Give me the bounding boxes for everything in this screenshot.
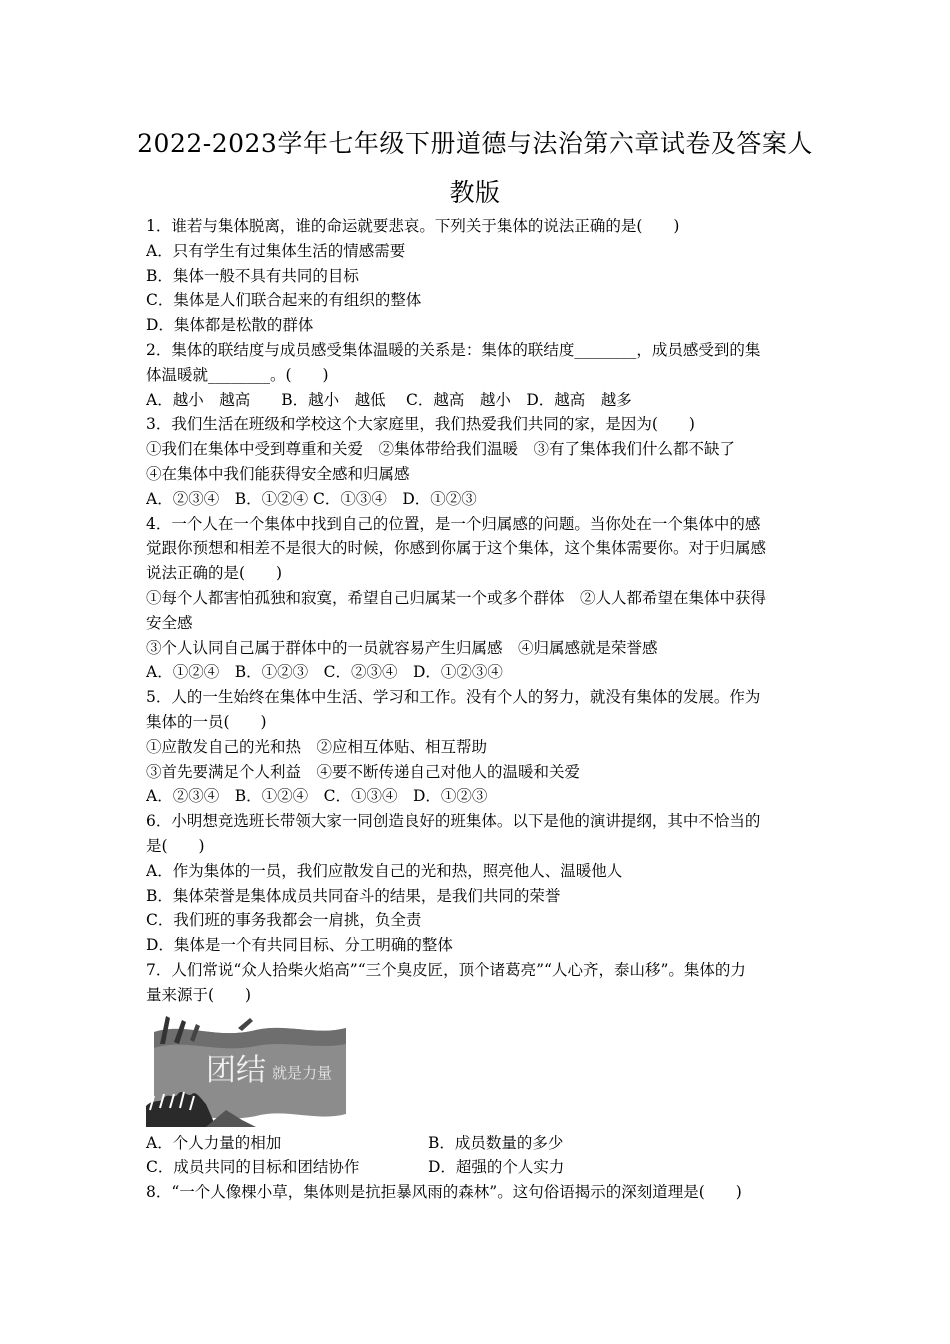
options-row: A．越小 越高 B．越小 越低 C．越高 越小 D．越高 越多 (146, 390, 632, 409)
question-stem: 2．集体的联结度与成员感受集体温暖的关系是：集体的联结度________，成员感受到的集 (146, 340, 761, 359)
question-stem: 量来源于( ) (146, 985, 252, 1004)
options-row-1 (146, 1131, 808, 1156)
banner-sub-text: 就是力量 (272, 1063, 333, 1082)
question-4 (146, 512, 808, 686)
question-stem: 1．谁若与集体脱离，谁的命运就要悲哀。下列关于集体的说法正确的是( ) (146, 217, 680, 235)
statement-line: ①每个人都害怕孤独和寂寞，希望自己归属某一个或多个群体 ②人人都希望在集体中获得 (146, 588, 767, 607)
question-6 (146, 809, 808, 958)
option-c: C．成员共同的目标和团结协作 (146, 1158, 360, 1177)
option-d: D．集体都是松散的群体 (146, 316, 314, 335)
options-row: A．②③④ B．①②④ C．①③④ D．①②③ (146, 489, 477, 508)
question-stem: 体温暖就________。( ) (146, 365, 329, 384)
option-d: D．超强的个人实力 (428, 1158, 565, 1177)
question-stem: 7．人们常说“众人拾柴火焰高”“三个臭皮匠，顶个诸葛亮”“人心齐，泰山移”。集体的力 (146, 960, 746, 979)
option-b: B．成员数量的多少 (428, 1133, 564, 1152)
options-row: A．①②④ B．①②③ C．②③④ D．①②③④ (146, 663, 503, 682)
question-1 (146, 214, 808, 338)
options-row-2 (146, 1155, 808, 1180)
question-stem: 觉跟你预想和相差不是很大的时候，你感到你属于这个集体，这个集体需要你。对于归属感 (146, 539, 767, 558)
option-c: C．我们班的事务我都会一肩挑，负全责 (146, 911, 422, 930)
option-a: A．作为集体的一员，我们应散发自己的光和热，照亮他人、温暖他人 (146, 861, 623, 880)
banner-main-text: 团结 (206, 1052, 266, 1088)
options-row: A．②③④ B．①②④ C．①③④ D．①②③ (146, 787, 488, 806)
statement-line: ③首先要满足个人利益 ④要不断传递自己对他人的温暖和关爱 (146, 762, 581, 781)
exam-title-line2: 教版 (449, 178, 501, 207)
statement-line: ④在集体中我们能获得安全感和归属感 (146, 464, 410, 483)
unity-banner-image (146, 1014, 346, 1127)
option-b: B．集体一般不具有共同的目标 (146, 266, 359, 285)
question-list (146, 214, 808, 1205)
question-stem: 说法正确的是( ) (146, 564, 283, 583)
question-stem: 是( ) (146, 836, 205, 855)
option-b: B．集体荣誉是集体成员共同奋斗的结果，是我们共同的荣誉 (146, 886, 561, 905)
question-stem: 8．“一个人像棵小草，集体则是抗拒暴风雨的森林”。这句俗语揭示的深刻道理是( ) (146, 1183, 742, 1202)
exam-title-line1: 2022-2023学年七年级下册道德与法治第六章试卷及答案人 (137, 129, 813, 158)
question-8 (146, 1180, 808, 1205)
option-a: A．只有学生有过集体生活的情感需要 (146, 241, 406, 260)
question-stem: 6．小明想竞选班长带领大家一同创造良好的班集体。以下是他的演讲提纲，其中不恰当的 (146, 812, 761, 831)
question-stem: 5．人的一生始终在集体中生活、学习和工作。没有个人的努力，就没有集体的发展。作为 (146, 688, 761, 707)
question-5 (146, 685, 808, 809)
question-stem: 4．一个人在一个集体中找到自己的位置，是一个归属感的问题。当你处在一个集体中的感 (146, 514, 761, 533)
option-c: C．集体是人们联合起来的有组织的整体 (146, 291, 422, 310)
question-stem: 集体的一员( ) (146, 712, 267, 731)
question-2 (146, 338, 808, 412)
statement-line: ①应散发自己的光和热 ②应相互体贴、相互帮助 (146, 737, 488, 756)
banner-illustration (146, 1014, 346, 1127)
question-3 (146, 412, 808, 511)
statement-line: ①我们在集体中受到尊重和关爱 ②集体带给我们温暖 ③有了集体我们什么都不缺了 (146, 440, 736, 459)
option-a: A．个人力量的相加 (146, 1133, 282, 1152)
question-stem: 3．我们生活在班级和学校这个大家庭里，我们热爱我们共同的家，是因为( ) (146, 415, 695, 434)
option-d: D．集体是一个有共同目标、分工明确的整体 (146, 936, 453, 955)
question-7 (146, 958, 808, 1180)
statement-line: 安全感 (146, 613, 193, 632)
statement-line: ③个人认同自己属于群体中的一员就容易产生归属感 ④归属感就是荣誉感 (146, 638, 658, 657)
